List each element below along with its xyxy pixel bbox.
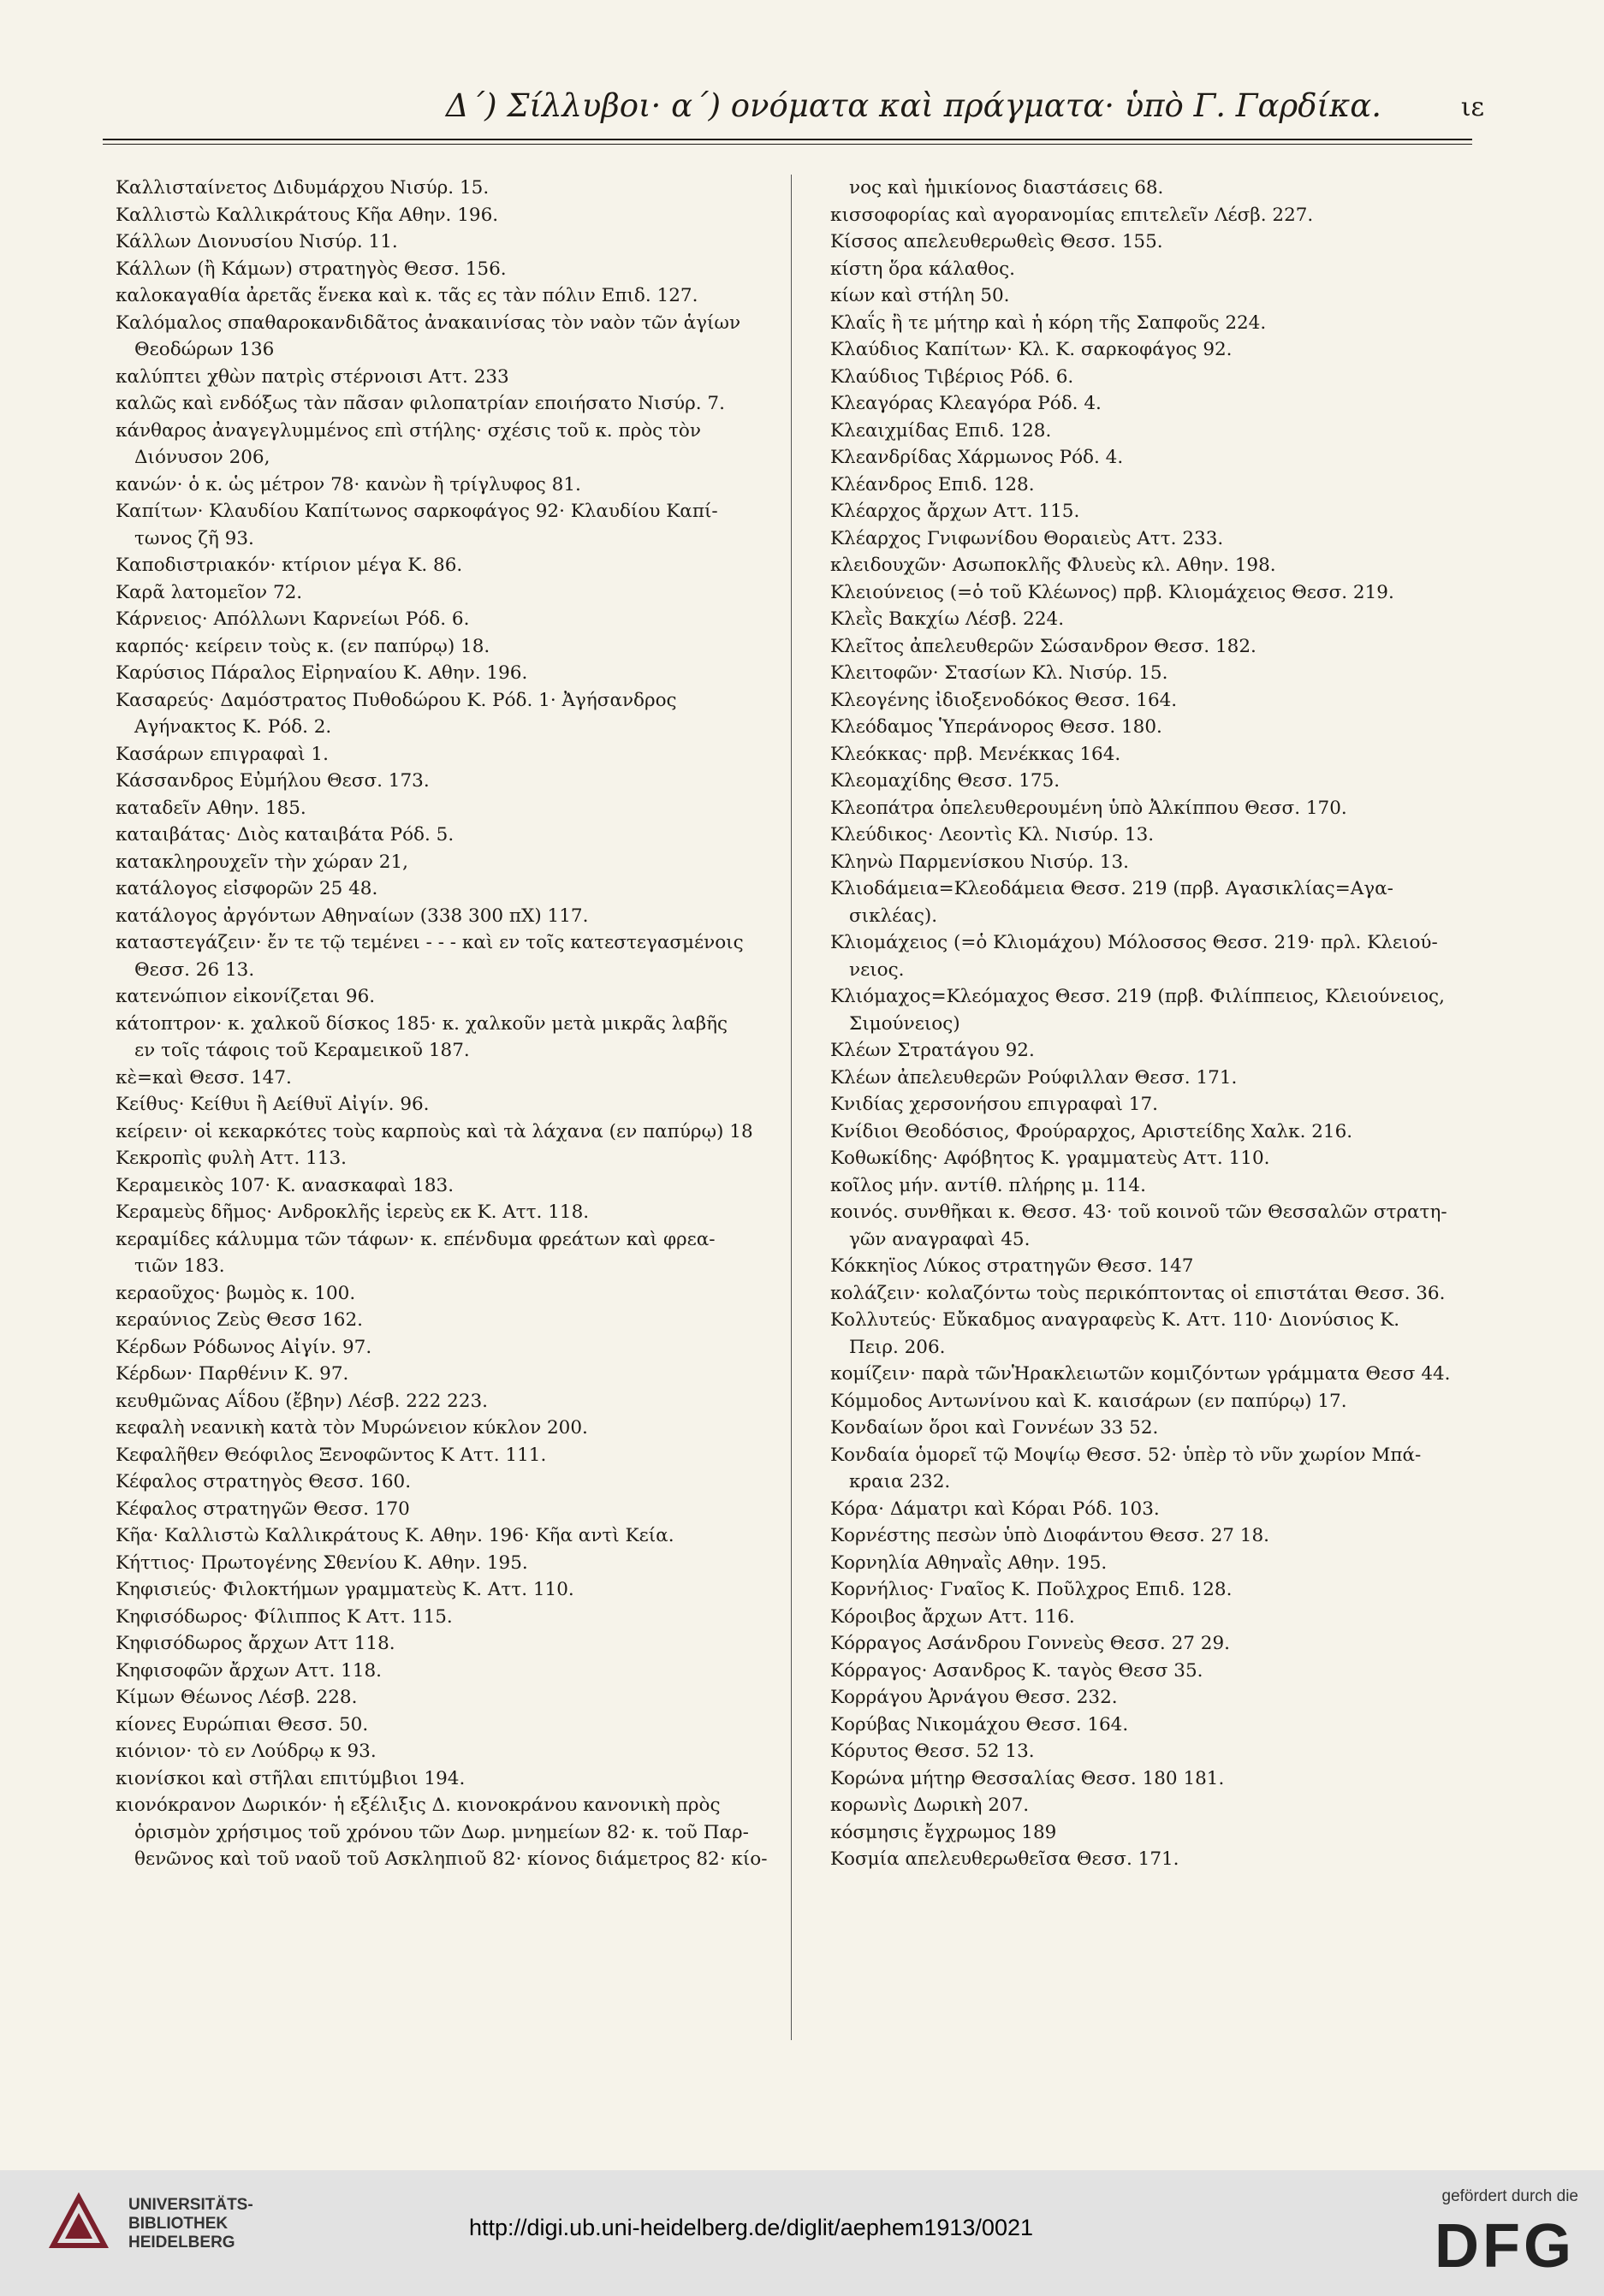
index-entry: κοῖλος μήν. αντίθ. πλήρης μ. 114. [830, 1174, 1146, 1196]
page-number: ιε [1460, 92, 1484, 122]
index-entry: Κονδαία ὁμορεῖ τῷ Μοψίῳ Θεσσ. 52· ὑπὲρ τὸ νῦν χωρίον Μπά- [830, 1444, 1422, 1466]
index-entry: Κλέων ἀπελευθερῶν Ρούφιλλαν Θεσσ. 171. [830, 1066, 1238, 1089]
index-entry: Σιμούνειος) [849, 1012, 960, 1035]
index-entry: Κοθωκίδης· Αφόβητος Κ. γραμματεὺς Αττ. 110. [830, 1148, 1270, 1169]
index-entry: κανών· ὁ κ. ὡς μέτρον 78· κανὼν ἢ τρίγλυφος 81. [116, 473, 581, 495]
index-entry: κλειδουχῶν· Ασωποκλῆς Φλυεὺς κλ. Αθην. 198. [830, 555, 1276, 576]
index-entry: Κηφισοφῶν ἄρχων Αττ. 118. [116, 1659, 383, 1682]
index-entry: γῶν αναγραφαὶ 45. [849, 1228, 1031, 1250]
index-entry: καρπός· κείρειν τοὺς κ. (εν παπύρῳ) 18. [116, 635, 490, 657]
index-entry: κατενώπιον εἰκονίζεται 96. [116, 986, 376, 1007]
index-entry: Κηφισόδωρος· Φίλιππος Κ Αττ. 115. [116, 1605, 453, 1628]
index-entry: κατάλογος εἰσφορῶν 25 48. [116, 878, 378, 899]
index-entry: Καρύσιος Πάραλος Εἰρηναίου Κ. Αθην. 196. [116, 662, 528, 684]
institution-name: UNIVERSITÄTS-BIBLIOTHEK HEIDELBERG [128, 2196, 253, 2252]
funding-note: gefördert durch die [1441, 2187, 1578, 2205]
index-entry: Κόρυτος Θεσσ. 52 13. [830, 1741, 1035, 1762]
index-entry: Κλέαρχος ἄρχων Αττ. 115. [830, 501, 1080, 522]
index-entry: Κλεαγόρας Κλεαγόρα Ρόδ. 4. [830, 393, 1102, 414]
index-entry: Κλαύδιος Καπίτων· Κλ. Κ. σαρκοφάγος 92. [830, 339, 1233, 360]
index-entry: Κόρραγος· Ασανδρος Κ. ταγὸς Θεσσ 35. [830, 1659, 1203, 1682]
index-entry: καλῶς καὶ ενδόξως τὰν πᾶσαν φιλοπατρίαν εποιήσατο Νισύρ. 7. [116, 393, 725, 414]
index-entry: καλύπτει χθὼν πατρὶς στέρνοισι Αττ. 233 [116, 365, 509, 388]
index-entry: Κοσμία απελευθερωθεῖσα Θεσσ. 171. [830, 1848, 1179, 1870]
index-entry: Κλεανδρίδας Χάρμωνος Ρόδ. 4. [830, 447, 1124, 468]
index-entry: Κλεαιχμίδας Επιδ. 128. [830, 419, 1052, 442]
index-entry: Κέφαλος στρατηγῶν Θεσσ. 170 [116, 1498, 410, 1520]
index-entry: Διόνυσον 206, [134, 447, 270, 468]
index-entry: νειος. [849, 958, 905, 981]
index-entry: κὲ=καὶ Θεσσ. 147. [116, 1066, 292, 1089]
index-entry: κίονες Ευρώπιαι Θεσσ. 50. [116, 1713, 369, 1735]
index-entry: Κήττιος· Πρωτογένης Σθενίου Κ. Αθην. 195. [116, 1551, 528, 1574]
index-entry: Καποδιστριακόν· κτίριον μέγα Κ. 86. [116, 555, 463, 576]
index-entry: κείρειν· οἱ κεκαρκότες τοὺς καρποὺς καὶ τὰ λάχανα (εν παπύρῳ) 18 [116, 1120, 753, 1142]
index-entry: Κλεύδικος· Λεοντὶς Κλ. Νισύρ. 13. [830, 824, 1155, 845]
index-entry: Κέρδων· Παρθένιν Κ. 97. [116, 1363, 349, 1385]
index-entry: Καλλιστὼ Καλλικράτους Κῆα Αθην. 196. [116, 204, 499, 226]
index-entry: Καπίτων· Κλαυδίου Καπίτωνος σαρκοφάγος 92· Κλαυδίου Καπί- [116, 501, 718, 522]
index-entry: Κεραμεικὸς 107· Κ. ανασκαφαὶ 183. [116, 1174, 454, 1196]
index-entry: Κλέων Στρατάγου 92. [830, 1040, 1035, 1061]
index-entry: Κάρνειος· Απόλλωνι Καρνείωι Ρόδ. 6. [116, 608, 470, 630]
dfg-logo: DFG [1435, 2212, 1575, 2281]
index-entry: κομίζειν· παρὰ τῶνἩρακλειωτῶν κομιζόντων γράμματα Θεσσ 44. [830, 1363, 1451, 1385]
index-entry: Κείθυς· Κείθυι ἢ Αείθυϊ Αἰγίν. 96. [116, 1094, 430, 1115]
index-entry: Κορώνα μήτηρ Θεσσαλίας Θεσσ. 180 181. [830, 1767, 1225, 1789]
index-entry: Κλεῒς Βακχίω Λέσβ. 224. [830, 608, 1065, 630]
index-entry: Κλαύδιος Τιβέριος Ρόδ. 6. [830, 365, 1074, 388]
index-entry: Κάλλων Διονυσίου Νισύρ. 11. [116, 231, 398, 252]
index-entry: θενῶνος καὶ τοῦ ναοῦ τοῦ Ασκληπιοῦ 82· κίονος διάμετρος 82· κίο- [134, 1848, 768, 1870]
index-entry: κευθμῶνας Αΐδου (ἔβην) Λέσβ. 222 223. [116, 1390, 489, 1412]
index-entry: κεραοῦχος· βωμὸς κ. 100. [116, 1282, 356, 1304]
index-entry: Κλεομαχίδης Θεσσ. 175. [830, 770, 1060, 792]
index-entry: Κόκκηϊος Λύκος στρατηγῶν Θεσσ. 147 [830, 1255, 1194, 1277]
index-entry: Κέρδων Ρόδωνος Αἰγίν. 97. [116, 1336, 372, 1358]
page-title: Δ΄) Σίλλυβοι· α΄) ονόματα καὶ πράγματα· ὑπὸ Γ. Γαρδίκα. [445, 87, 1381, 124]
index-entry: κόσμησις ἔγχρωμος 189 [830, 1821, 1057, 1843]
index-entry: κραια 232. [849, 1471, 951, 1492]
index-entry: Κεφαλῆθεν Θεόφιλος Ξενοφῶντος Κ Αττ. 111. [116, 1444, 547, 1466]
header-rule-thick [103, 139, 1472, 140]
index-entry: καταστεγάζειν· ἔν τε τῷ τεμένει - - - καὶ εν τοῖς κατεστεγασμένοις [116, 932, 744, 953]
index-entry: εν τοῖς τάφοις τοῦ Κεραμεικοῦ 187. [134, 1040, 470, 1061]
index-column-left [116, 175, 783, 1873]
index-entry: κιόνιον· τὸ εν Λούδρῳ κ 93. [116, 1741, 377, 1762]
index-entry: Κεραμεὺς δῆμος· Ανδροκλῆς ἱερεὺς εκ Κ. Αττ. 118. [116, 1201, 590, 1223]
index-entry: Κεκροπὶς φυλὴ Αττ. 113. [116, 1148, 347, 1169]
index-entry: Κασάρων επιγραφαὶ 1. [116, 743, 329, 765]
index-entry: Κέφαλος στρατηγὸς Θεσσ. 160. [116, 1471, 412, 1492]
index-entry: κιονόκρανον Δωρικόν· ἡ εξέλιξις Δ. κιονοκράνου κανονικὴ πρὸς [116, 1795, 721, 1816]
index-entry: Κορύβας Νικομάχου Θεσσ. 164. [830, 1713, 1129, 1735]
index-entry: Αγήνακτος Κ. Ρόδ. 2. [134, 716, 332, 738]
index-entry: κολάζειν· κολαζόντω τοὺς περικόπτοντας οἱ επιστάται Θεσσ. 36. [830, 1282, 1446, 1304]
index-entry: Κορνηλία Αθηναῒς Αθην. 195. [830, 1551, 1108, 1574]
index-entry: Καλλισταίνετος Διδυμάρχου Νισύρ. 15. [116, 177, 490, 199]
index-entry: καλοκαγαθία ἀρετᾶς ἕνεκα καὶ κ. τᾶς ες τὰν πόλιν Επιδ. 127. [116, 285, 698, 306]
running-header [103, 87, 1501, 139]
index-entry: Θεσσ. 26 13. [134, 958, 255, 981]
index-entry: κεραύνιος Ζεὺς Θεσσ 162. [116, 1309, 363, 1331]
index-entry: σικλέας). [849, 905, 938, 927]
index-entry: Κηφισιεύς· Φιλοκτήμων γραμματεὺς Κ. Αττ. 110. [116, 1579, 574, 1600]
index-entry: κεφαλὴ νεανικὴ κατὰ τὸν Μυρώνειον κύκλον 200. [116, 1417, 588, 1439]
index-entry: τωνος ζῆ 93. [134, 527, 254, 549]
index-entry: κατακληρουχεῖν τὴν χώραν 21, [116, 851, 408, 873]
column-divider [791, 175, 792, 2040]
index-entry: Κόρραγος Ασάνδρου Γοννεὺς Θεσσ. 27 29. [830, 1633, 1230, 1654]
index-entry: καταδεῖν Αθην. 185. [116, 797, 306, 819]
index-entry: Κλέαρχος Γνιφωνίδου Θοραιεὺς Αττ. 233. [830, 527, 1224, 549]
index-column-right [830, 175, 1498, 1873]
index-entry: Κορνέστης πεσὼν ὑπὸ Διοφάντου Θεσσ. 27 18. [830, 1525, 1269, 1546]
index-entry: Κλεῖτος ἀπελευθερῶν Σώσανδρον Θεσσ. 182. [830, 635, 1256, 657]
index-entry: Θεοδώρων 136 [134, 339, 275, 360]
index-entry: κάνθαρος ἀναγεγλυμμένος επὶ στήλης· σχέσις τοῦ κ. πρὸς τὸν [116, 419, 701, 442]
index-entry: Κονδαίων ὅροι καὶ Γοννέων 33 52. [830, 1417, 1159, 1439]
index-entry: Πειρ. 206. [849, 1336, 946, 1358]
index-entry: Κλειούνειος (=ὁ τοῦ Κλέωνος) πρβ. Κλιομάχειος Θεσσ. 219. [830, 581, 1394, 603]
index-entry: Κόροιβος ἄρχων Αττ. 116. [830, 1605, 1075, 1628]
index-entry: Κόμμοδος Αντωνίνου καὶ Κ. καισάρων (εν παπύρῳ) 17. [830, 1390, 1347, 1412]
index-entry: Κῆα· Καλλιστὼ Καλλικράτους Κ. Αθην. 196· Κῆα αντὶ Κεία. [116, 1525, 674, 1546]
index-entry: κορωνὶς Δωρικὴ 207. [830, 1795, 1030, 1816]
index-entry: Κλιόμαχος=Κλεόμαχος Θεσσ. 219 (πρβ. Φιλίππειος, Κλειούνειος, [830, 986, 1445, 1007]
viewer-footer [0, 2170, 1604, 2296]
index-entry: ὁρισμὸν χρήσιμος τοῦ χρόνου τῶν Δωρ. μνημείων 82· κ. τοῦ Παρ- [134, 1821, 749, 1843]
index-entry: κεραμίδες κάλυμμα τῶν τάφων· κ. επένδυμα φρεάτων καὶ φρεα- [116, 1228, 716, 1250]
index-entry: κιονίσκοι καὶ στῆλαι επιτύμβιοι 194. [116, 1767, 466, 1789]
index-entry: Κλειτοφῶν· Στασίων Κλ. Νισύρ. 15. [830, 662, 1168, 684]
index-entry: κισσοφορίας καὶ αγορανομίας επιτελεῖν Λέσβ. 227. [830, 204, 1314, 226]
index-entry: Κλαΐς ἢ τε μήτηρ καὶ ἡ κόρη τῆς Σαπφοῦς 224. [830, 311, 1267, 334]
index-entry: Κηφισόδωρος ἄρχων Αττ 118. [116, 1633, 395, 1654]
index-entry: Κίσσος απελευθερωθεὶς Θεσσ. 155. [830, 231, 1163, 252]
index-entry: κατάλογος ἀργόντων Αθηναίων (338 300 πΧ) 117. [116, 905, 589, 927]
index-entry: Κάσσανδρος Εὐμήλου Θεσσ. 173. [116, 770, 430, 792]
index-entry: Κλεογένης ἰδιοξενοδόκος Θεσσ. 164. [830, 689, 1178, 711]
index-entry: Κνιδίας χερσονήσου επιγραφαὶ 17. [830, 1094, 1158, 1115]
permalink[interactable]: http://digi.ub.uni-heidelberg.de/diglit/aephem1913/0021 [469, 2215, 1033, 2240]
index-entry: Κλεοπάτρα ὁπελευθερουμένη ὑπὸ Ἀλκίππου Θεσσ. 170. [830, 797, 1347, 819]
index-entry: κοινός. συνθῆκαι κ. Θεσσ. 43· τοῦ κοινοῦ τῶν Θεσσαλῶν στρατη- [830, 1201, 1447, 1223]
index-entry: Κόρα· Δάματρι καὶ Κόραι Ρόδ. 103. [830, 1498, 1160, 1520]
index-entry: Κλεόκκας· πρβ. Μενέκκας 164. [830, 743, 1121, 765]
index-entry: Κολλυτεύς· Εὔκαδμος αναγραφεὺς Κ. Αττ. 110· Διονύσιος Κ. [830, 1309, 1400, 1331]
index-entry: Κλεόδαμος Ὑπεράνορος Θεσσ. 180. [830, 716, 1162, 738]
index-entry: τιῶν 183. [134, 1255, 225, 1277]
index-entry: Καλόμαλος σπαθαροκανδιδᾶτος ἀνακαινίσας τὸν ναὸν τῶν ἁγίων [116, 311, 741, 334]
index-entry: Κορνήλιος· Γναῖος Κ. Ποῦλχρος Επιδ. 128. [830, 1579, 1233, 1600]
index-entry: κάτοπτρον· κ. χαλκοῦ δίσκος 185· κ. χαλκοῦν μετὰ μικρᾶς λαβῆς [116, 1012, 728, 1035]
index-entry: Καρᾶ λατομεῖον 72. [116, 581, 303, 603]
index-entry: Κνίδιοι Θεοδόσιος, Φρούραρχος, Αριστείδης Χαλκ. 216. [830, 1120, 1353, 1142]
index-entry: Κορράγου Ἀρνάγου Θεσσ. 232. [830, 1687, 1118, 1708]
index-entry: Κλιοδάμεια=Κλεοδάμεια Θεσσ. 219 (πρβ. Αγασικλίας=Αγα- [830, 878, 1393, 899]
index-entry: Κληνὼ Παρμενίσκου Νισύρ. 13. [830, 851, 1129, 873]
index-entry: Κλέανδρος Επιδ. 128. [830, 473, 1035, 495]
index-entry: κίστη ὅρα κάλαθος. [830, 258, 1015, 280]
index-entry: κίων καὶ στήλη 50. [830, 285, 1010, 306]
university-seal-icon [45, 2192, 113, 2261]
index-entry: Κλιομάχειος (=ὁ Κλιομάχου) Μόλοσσος Θεσσ. 219· πρλ. Κλειού- [830, 932, 1438, 953]
index-entry: Κασαρεύς· Δαμόστρατος Πυθοδώρου Κ. Ρόδ. 1· Ἀγήσανδρος [116, 689, 677, 711]
index-entry: νος καὶ ἡμικίονος διαστάσεις 68. [849, 177, 1164, 199]
header-rule-thin [103, 144, 1472, 145]
index-entry: Κίμων Θέωνος Λέσβ. 228. [116, 1687, 358, 1708]
index-entry: Κάλλων (ἢ Κάμων) στρατηγὸς Θεσσ. 156. [116, 258, 507, 280]
index-entry: καταιβάτας· Διὸς καταιβάτα Ρόδ. 5. [116, 824, 454, 845]
